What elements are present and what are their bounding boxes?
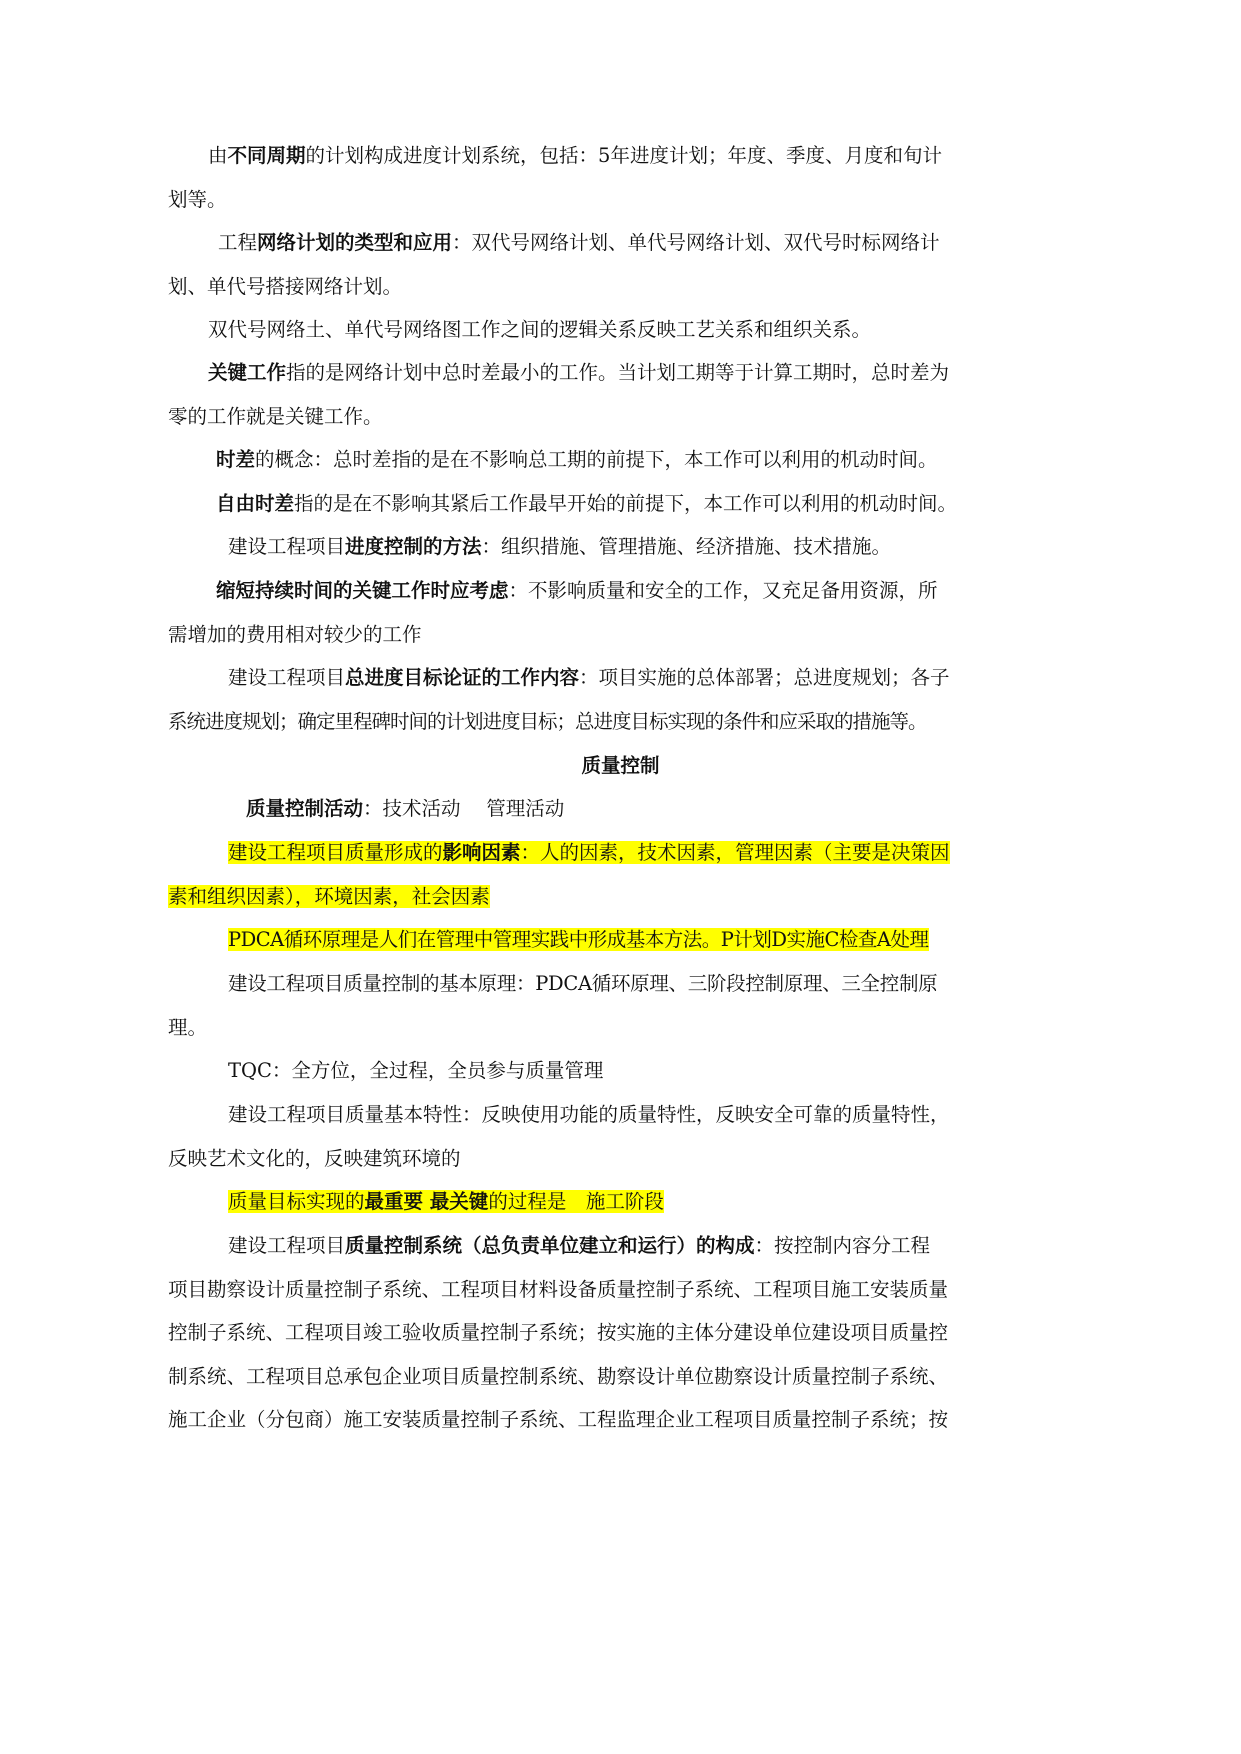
- text: 的过程是 施工阶段: [488, 1190, 664, 1213]
- para-line: [228, 664, 950, 692]
- para-line: [208, 316, 871, 344]
- text: ：组织措施、管理措施、经济措施、技术措施。: [481, 535, 892, 558]
- text: 建设工程项目质量形成的: [228, 841, 443, 864]
- text: 双代号网络土、单代号网络图工作之间的逻辑关系反映工艺关系和组织关系。: [208, 318, 872, 341]
- text: 零的工作就是关键工作。: [168, 405, 383, 428]
- bold-term: 缩短持续时间的关键工作时应考虑: [216, 579, 509, 602]
- text: ：按控制内容分工程: [754, 1234, 931, 1257]
- para-line: [168, 883, 490, 911]
- para-line: [228, 1057, 603, 1085]
- para-line: [218, 229, 940, 257]
- bold-term: 质量控制活动: [246, 797, 364, 820]
- text: ：项目实施的总体部署；总进度规划；各子: [579, 666, 950, 689]
- text: 质量目标实现的: [228, 1190, 365, 1213]
- text: 划、单代号搭接网络计划。: [168, 275, 403, 298]
- highlighted-text: 素和组织因素），环境因素，社会因素: [168, 885, 490, 908]
- text: 工程: [218, 231, 258, 254]
- para-line: [228, 533, 891, 561]
- text: 系统进度规划；确定里程碑时间的计划进度目标；总进度目标实现的条件和应采取的措施等。: [168, 710, 927, 733]
- bold-term: 不同周期: [227, 144, 306, 167]
- text: ：技术活动 管理活动: [363, 797, 565, 820]
- text: 指的是在不影响其紧后工作最早开始的前提下，本工作可以利用的机动时间。: [294, 492, 958, 515]
- text: 由: [208, 144, 228, 167]
- para-line: [168, 1014, 207, 1042]
- bold-term: 最重要 最关键: [364, 1190, 489, 1213]
- highlighted-text: [228, 841, 950, 864]
- para-line: [168, 708, 927, 736]
- text: 反映艺术文化的，反映建筑环境的: [168, 1147, 461, 1170]
- para-line: [168, 273, 402, 301]
- text: 项目勘察设计质量控制子系统、工程项目材料设备质量控制子系统、工程项目施工安装质量: [168, 1278, 949, 1301]
- text: 理。: [168, 1016, 208, 1039]
- bold-term: 进度控制的方法: [345, 535, 482, 558]
- highlighted-text: [228, 1190, 664, 1213]
- para-line: [168, 186, 227, 214]
- text: 建设工程项目: [228, 1234, 346, 1257]
- text: 需增加的费用相对较少的工作: [168, 623, 422, 646]
- text: ：不影响质量和安全的工作，又充足备用资源，所: [508, 579, 938, 602]
- bold-term: 质量控制系统（总负责单位建立和运行）的构成: [345, 1234, 755, 1257]
- para-line: [228, 1188, 664, 1216]
- para-line: [228, 1101, 950, 1129]
- para-line: [208, 359, 949, 387]
- text: ：双代号网络计划、单代号网络计划、双代号时标网络计: [452, 231, 940, 254]
- text: TQC：全方位，全过程，全员参与质量管理: [228, 1059, 604, 1082]
- para-line: [246, 795, 564, 823]
- bold-term: 影响因素: [442, 841, 521, 864]
- highlighted-text: PDCA循环原理是人们在管理中管理实践中形成基本方法。P计划D实施C检查A处理: [228, 928, 929, 951]
- para-line: [168, 1406, 948, 1434]
- para-line: [168, 1276, 948, 1304]
- para-line: [228, 926, 929, 954]
- bold-term: 总进度目标论证的工作内容: [345, 666, 580, 689]
- para-line: [228, 839, 950, 867]
- text: 划等。: [168, 188, 227, 211]
- bold-term: 关键工作: [208, 361, 287, 384]
- text: ：人的因素，技术因素，管理因素（主要是决策因: [520, 841, 950, 864]
- para-line: [168, 1145, 461, 1173]
- text: 的计划构成进度计划系统，包括：5年进度计划；年度、季度、月度和旬计: [305, 144, 942, 167]
- text: 制系统、工程项目总承包企业项目质量控制系统、勘察设计单位勘察设计质量控制子系统、: [168, 1365, 949, 1388]
- text: 建设工程项目质量控制的基本原理：PDCA循环原理、三阶段控制原理、三全控制原: [228, 972, 938, 995]
- text: 施工企业（分包商）施工安装质量控制子系统、工程监理企业工程项目质量控制子系统；按: [168, 1408, 949, 1431]
- para-line: [216, 446, 938, 474]
- para-line: [208, 142, 942, 170]
- para-line: [216, 490, 957, 518]
- para-line: [168, 1363, 948, 1391]
- para-line: [168, 1319, 948, 1347]
- para-line: [168, 403, 383, 431]
- text: 指的是网络计划中总时差最小的工作。当计划工期等于计算工期时，总时差为: [286, 361, 950, 384]
- text: 建设工程项目质量基本特性：反映使用功能的质量特性，反映安全可靠的质量特性，: [228, 1103, 950, 1126]
- bold-term: 网络计划的类型和应用: [257, 231, 453, 254]
- text: 建设工程项目: [228, 535, 346, 558]
- text: 建设工程项目: [228, 666, 346, 689]
- text: 的概念：总时差指的是在不影响总工期的前提下，本工作可以利用的机动时间。: [255, 448, 938, 471]
- text: 控制子系统、工程项目竣工验收质量控制子系统；按实施的主体分建设单位建设项目质量控: [168, 1321, 949, 1344]
- para-line: [228, 1232, 930, 1260]
- bold-term: 时差: [216, 448, 256, 471]
- para-line: [228, 970, 937, 998]
- bold-term: 自由时差: [216, 492, 295, 515]
- para-line: [216, 577, 938, 605]
- para-line: [168, 621, 422, 649]
- section-heading-quality-control: 质量控制: [581, 754, 660, 777]
